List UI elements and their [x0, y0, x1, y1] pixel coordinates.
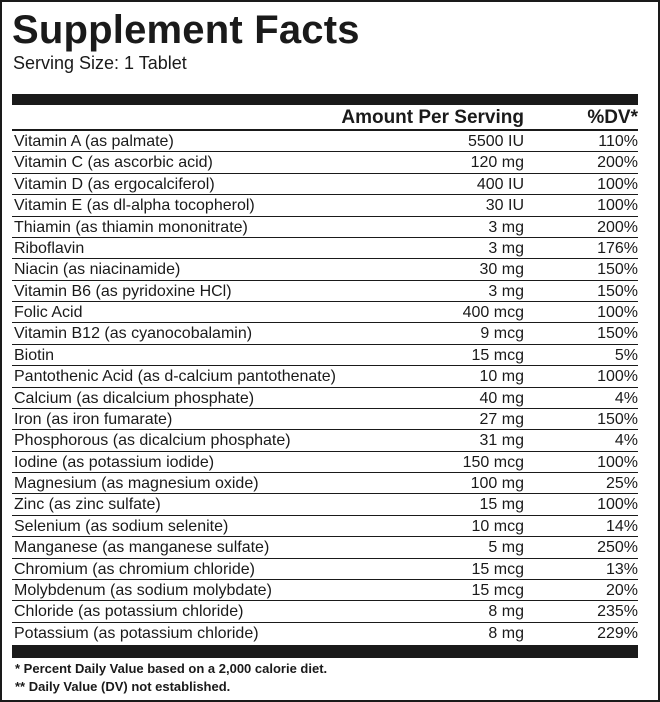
nutrient-dv: 25% [605, 475, 638, 492]
nutrient-amount: 30 IU [485, 197, 524, 215]
nutrient-dv: 176% [597, 239, 638, 257]
nutrient-amount: 15 mg [479, 496, 524, 514]
nutrient-amount: 5 mg [488, 539, 524, 557]
nutrient-name: Niacin (as niacinamide) [14, 261, 181, 279]
nutrient-amount: 30 mg [479, 261, 524, 279]
nutrient-amount: 8 mg [488, 624, 524, 642]
nutrient-amount: 10 mg [479, 368, 524, 386]
table-row [12, 430, 638, 451]
nutrient-dv: 100% [597, 453, 638, 471]
nutrient-dv: 100% [597, 175, 638, 193]
nutrient-name: Manganese (as manganese sulfate) [14, 539, 270, 557]
table-row [12, 580, 638, 601]
nutrient-name: Magnesium (as magnesium oxide) [14, 475, 259, 492]
nutrient-amount: 400 mcg [462, 304, 524, 321]
nutrient-name: Vitamin A (as palmate) [14, 133, 174, 150]
nutrient-dv: 14% [605, 517, 638, 535]
table-row [12, 195, 638, 216]
nutrient-dv: 100% [597, 496, 638, 514]
nutrient-name: Molybdenum (as sodium molybdate) [14, 581, 272, 599]
table-row [12, 559, 638, 580]
table-row [12, 473, 638, 494]
nutrient-amount: 120 mg [470, 154, 524, 172]
table-row [12, 259, 638, 280]
nutrient-dv: 100% [597, 304, 638, 321]
nutrient-amount: 400 IU [476, 175, 524, 193]
table-row [12, 152, 638, 173]
nutrient-name: Chromium (as chromium chloride) [14, 560, 255, 578]
table-row [12, 217, 638, 238]
nutrient-name: Phosphorous (as dicalcium phosphate) [14, 432, 291, 450]
nutrient-name: Potassium (as potassium chloride) [14, 624, 259, 642]
nutrient-amount: 15 mcg [471, 581, 524, 599]
nutrient-dv: 13% [605, 560, 638, 578]
nutrient-dv: 4% [614, 432, 638, 450]
footnote-percent-dv: * Percent Daily Value based on a 2,000 calorie diet. [15, 661, 328, 676]
serving-size: Serving Size: 1 Tablet [13, 53, 187, 73]
nutrient-dv: 100% [597, 368, 638, 386]
table-row [12, 238, 638, 259]
nutrient-name: Chloride (as potassium chloride) [14, 603, 244, 621]
table-row [12, 302, 638, 323]
nutrient-table [12, 131, 638, 644]
nutrient-amount: 27 mg [479, 410, 524, 428]
table-row [12, 388, 638, 409]
nutrient-dv: 235% [597, 603, 638, 621]
nutrient-amount: 100 mg [470, 475, 524, 492]
nutrient-name: Vitamin B6 (as pyridoxine HCl) [14, 282, 232, 300]
table-row [12, 494, 638, 515]
nutrient-name: Selenium (as sodium selenite) [14, 517, 229, 535]
nutrient-name: Vitamin D (as ergocalciferol) [14, 175, 215, 193]
nutrient-name: Thiamin (as thiamin mononitrate) [14, 218, 248, 236]
table-row [12, 366, 638, 387]
nutrient-amount: 9 mcg [480, 325, 524, 343]
nutrient-dv: 150% [597, 261, 638, 279]
table-row [12, 601, 638, 622]
table-row [12, 345, 638, 366]
footnote-not-established: ** Daily Value (DV) not established. [15, 679, 231, 694]
nutrient-amount: 5500 IU [467, 133, 524, 150]
table-row [12, 323, 638, 344]
nutrient-name: Pantothenic Acid (as d-calcium pantothenate) [14, 368, 336, 386]
table-row [12, 281, 638, 302]
nutrient-amount: 8 mg [488, 603, 524, 621]
table-row [12, 174, 638, 195]
nutrient-amount: 31 mg [479, 432, 524, 450]
table-header [12, 105, 638, 130]
table-row [12, 452, 638, 473]
nutrient-name: Iron (as iron fumarate) [14, 410, 173, 428]
dv-column-header: %DV* [587, 107, 638, 128]
amount-column-header: Amount Per Serving [341, 107, 524, 128]
nutrient-dv: 5% [614, 346, 638, 364]
nutrient-dv: 229% [597, 624, 638, 642]
table-row [12, 537, 638, 558]
nutrient-name: Vitamin B12 (as cyanocobalamin) [14, 325, 253, 343]
top-thick-divider [12, 94, 638, 105]
label-title: Supplement Facts [12, 8, 360, 52]
nutrient-dv: 250% [597, 539, 638, 557]
nutrient-dv: 20% [605, 581, 638, 599]
nutrient-name: Calcium (as dicalcium phosphate) [14, 389, 255, 407]
nutrient-dv: 200% [597, 154, 638, 172]
table-row [12, 516, 638, 537]
nutrient-amount: 15 mcg [471, 346, 524, 364]
nutrient-dv: 150% [597, 410, 638, 428]
table-row [12, 131, 638, 152]
table-row [12, 623, 638, 644]
nutrient-amount: 150 mcg [462, 453, 524, 471]
nutrient-amount: 3 mg [488, 239, 524, 257]
nutrient-dv: 4% [614, 389, 638, 407]
nutrient-name: Riboflavin [14, 239, 85, 257]
nutrient-dv: 150% [597, 325, 638, 343]
nutrient-amount: 15 mcg [471, 560, 524, 578]
nutrient-dv: 150% [597, 282, 638, 300]
nutrient-dv: 100% [597, 197, 638, 215]
nutrient-name: Zinc (as zinc sulfate) [14, 496, 161, 514]
nutrient-amount: 40 mg [479, 389, 524, 407]
nutrient-amount: 3 mg [488, 218, 524, 236]
nutrient-name: Iodine (as potassium iodide) [14, 453, 215, 471]
table-row [12, 409, 638, 430]
nutrient-dv: 200% [597, 218, 638, 236]
nutrient-name: Folic Acid [14, 304, 83, 321]
nutrient-name: Biotin [14, 346, 55, 364]
nutrient-amount: 3 mg [488, 282, 524, 300]
nutrient-amount: 10 mcg [471, 517, 524, 535]
nutrient-name: Vitamin E (as dl-alpha tocopherol) [14, 197, 255, 215]
nutrient-dv: 110% [598, 133, 638, 150]
nutrient-name: Vitamin C (as ascorbic acid) [14, 154, 213, 172]
bottom-thick-divider [12, 645, 638, 658]
